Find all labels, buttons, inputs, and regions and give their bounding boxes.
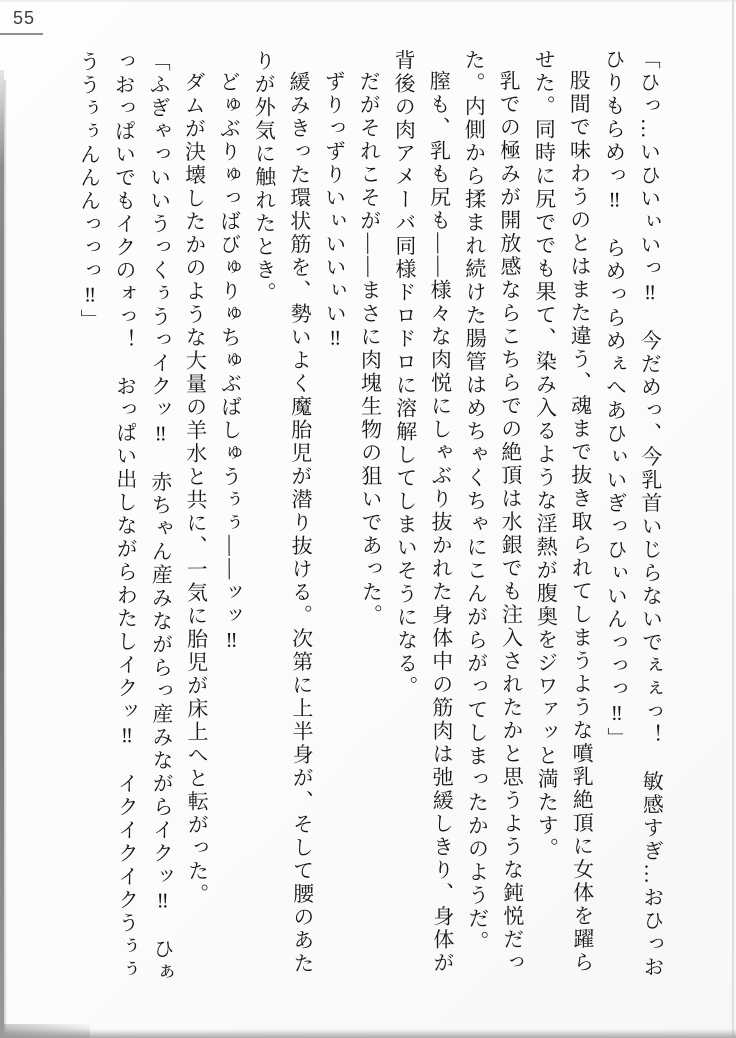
text-column: だがそれこそが――まさに肉塊生物の狙いであった。 — [357, 70, 384, 628]
text-column: せた。同時に尻ででも果て、染み入るような淫熱が腹奥をジワァッと満たす。 — [532, 48, 560, 861]
scan-edge-top — [0, 0, 736, 2]
text-column: 「ひっ…いひいぃいっ‼ 今だめっ、今乳首いじらないでぇぇっ！ 敏感すぎ…おひっお — [637, 48, 666, 980]
text-column: 「ふぎゃっいいうっくぅうっイクッ‼ 赤ちゃん産みながらっ産みながらイクッ‼ ひぁ — [147, 50, 176, 985]
page-number: 55 — [13, 8, 36, 28]
text-column: ダムが決壊したかのような大量の羊水と共に、一気に胎児が床上へと転がった。 — [182, 71, 210, 907]
text-column: 緩みきった環状筋を、勢いよく魔胎児が潜り抜ける。次第に上半身が、そして腰のあた — [287, 70, 316, 976]
text-column: た。内側から揉まれ続けた腸管はめちゃくちゃにこんがらがってしまったかのようだ。 — [462, 48, 490, 954]
text-column: 股間で味わうのとはまた違う、魂まで抜き取られてしまうような噴乳絶頂に女体を躍ら — [567, 69, 596, 975]
text-column: 乳での極みが開放感ならこちらでの絶頂は水銀でも注入されたかと思うような鈍悦だっ — [497, 69, 526, 975]
text-column: 背後の肉アメーバ同様ドロドロに溶解してしまいそうになる。 — [392, 49, 419, 699]
text-column: ううぅぅんんんっっっ‼」 — [77, 50, 103, 332]
page-number-rule — [0, 33, 43, 35]
text-columns — [70, 48, 670, 1036]
text-column: どゅぶりゅっばびゅりゅちゅぶばしゅうぅぅ――ッッ‼ — [217, 70, 244, 654]
text-column: 膣も、乳も尻も――様々な肉悦にしゃぶり抜かれた身体中の筋肉は弛緩しきり、身体が — [427, 69, 456, 975]
text-column: っおっぱいでもイクのォっ！ おっぱい出しながらわたしイクッ‼ イクイクイクうぅぅ — [112, 50, 141, 982]
text-column: ずりっずりいぃいいぃい‼ — [322, 70, 348, 352]
scan-edge-right — [732, 0, 734, 1038]
text-column: りが外気に触れたとき。 — [252, 49, 278, 306]
scan-edge-left-shadow — [4, 80, 7, 1038]
text-column: ひりもらめっ‼ らめっらめぇへあひぃいぎっひぃいんっっっ‼」 — [602, 48, 630, 751]
